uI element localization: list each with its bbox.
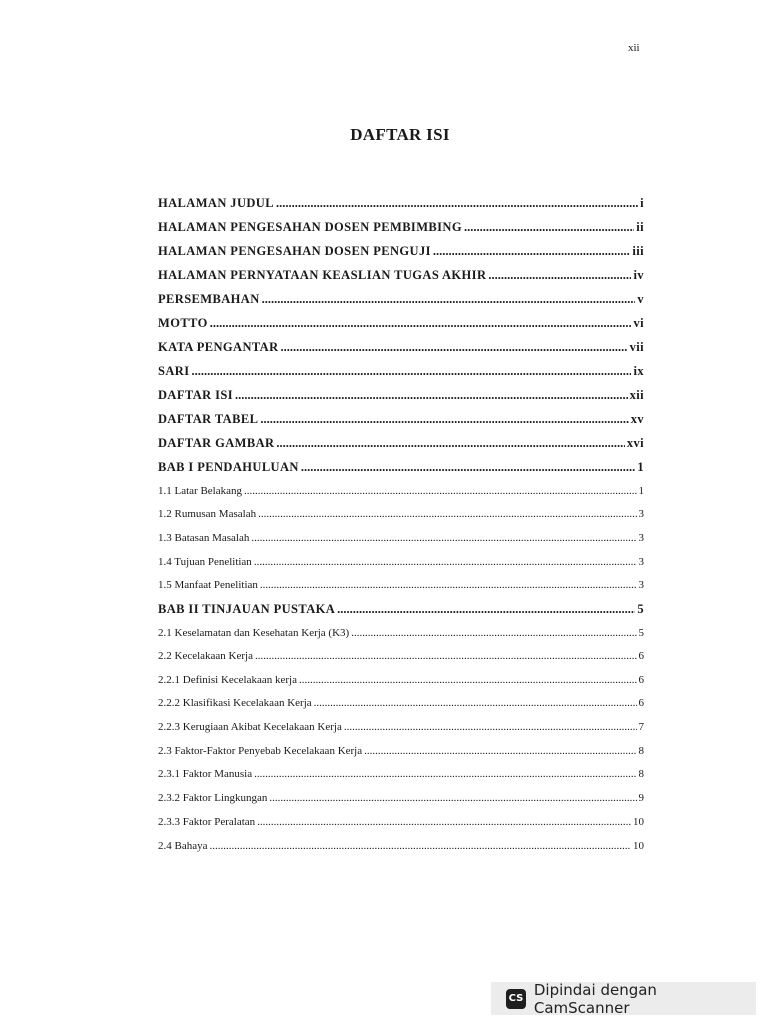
toc-entry-page: vii bbox=[629, 340, 644, 354]
toc-entry-page: ix bbox=[633, 364, 644, 378]
toc-entry-label: 2.2.3 Kerugiaan Akibat Kecelakaan Kerja bbox=[158, 721, 342, 733]
toc-entry bbox=[158, 388, 644, 403]
toc-dot-leader bbox=[210, 316, 632, 331]
toc-dot-leader bbox=[337, 602, 635, 617]
toc-dot-leader bbox=[344, 721, 637, 733]
toc-dot-leader bbox=[255, 650, 637, 662]
toc-dot-leader bbox=[251, 532, 636, 544]
toc-dot-leader bbox=[464, 220, 634, 235]
toc-entry bbox=[158, 816, 644, 828]
toc-entry-page: 3 bbox=[638, 508, 644, 520]
toc-entry-page: 10 bbox=[633, 816, 644, 828]
toc-entry-page: 1 bbox=[637, 460, 644, 474]
toc-dot-leader bbox=[258, 508, 636, 520]
toc-entry-page: 5 bbox=[638, 627, 644, 639]
toc-entry-label: HALAMAN PERNYATAAN KEASLIAN TUGAS AKHIR bbox=[158, 268, 487, 282]
toc-dot-leader bbox=[364, 745, 636, 757]
page-title: DAFTAR ISI bbox=[350, 125, 450, 144]
toc-dot-leader bbox=[433, 244, 630, 259]
toc-entry bbox=[158, 721, 644, 733]
toc-entry bbox=[158, 627, 644, 639]
toc-entry-label: DAFTAR GAMBAR bbox=[158, 436, 275, 450]
toc-entry-label: DAFTAR ISI bbox=[158, 388, 233, 402]
toc-entry bbox=[158, 292, 644, 307]
toc-entry-page: iv bbox=[633, 268, 644, 282]
toc-entry-label: 2.1 Keselamatan dan Kesehatan Kerja (K3) bbox=[158, 627, 350, 639]
toc-dot-leader bbox=[254, 556, 637, 568]
camscanner-logo-icon: CS bbox=[506, 989, 526, 1009]
toc-entry bbox=[158, 532, 644, 544]
toc-dot-leader bbox=[235, 388, 628, 403]
toc-entry-label: SARI bbox=[158, 364, 190, 378]
toc-entry-label: 2.2.1 Definisi Kecelakaan kerja bbox=[158, 674, 297, 686]
toc-dot-leader bbox=[191, 364, 631, 379]
toc-entry bbox=[158, 485, 644, 497]
toc-entry-label: BAB II TINJAUAN PUSTAKA bbox=[158, 602, 336, 616]
toc-dot-leader bbox=[299, 674, 637, 686]
toc-entry-label: 2.3.3 Faktor Peralatan bbox=[158, 816, 256, 828]
toc-entry-page: 8 bbox=[638, 768, 644, 780]
toc-entry bbox=[158, 768, 644, 780]
toc-entry-label: 2.3.1 Faktor Manusia bbox=[158, 768, 253, 780]
toc-entry-page: 1 bbox=[638, 485, 644, 497]
toc-entry bbox=[158, 840, 644, 852]
toc-entry-page: 7 bbox=[638, 721, 644, 733]
toc-entry-page: 5 bbox=[637, 602, 644, 616]
toc-entry bbox=[158, 436, 644, 451]
toc-entry-label: 2.2.2 Klasifikasi Kecelakaan Kerja bbox=[158, 697, 312, 709]
toc-entry-page: i bbox=[640, 196, 644, 210]
toc-entry-page: v bbox=[637, 292, 644, 306]
toc-entry-page: 8 bbox=[638, 745, 644, 757]
toc-entry bbox=[158, 412, 644, 427]
toc-entry-label: 1.3 Batasan Masalah bbox=[158, 532, 250, 544]
toc-entry bbox=[158, 364, 644, 379]
toc-dot-leader bbox=[488, 268, 631, 283]
toc-dot-leader bbox=[209, 840, 631, 852]
toc-dot-leader bbox=[257, 816, 631, 828]
toc-entry-page: vi bbox=[633, 316, 644, 330]
toc-entry-label: 2.3.2 Faktor Lingkungan bbox=[158, 792, 268, 804]
toc-entry bbox=[158, 340, 644, 355]
toc-dot-leader bbox=[260, 579, 637, 591]
toc-entry-label: PERSEMBAHAN bbox=[158, 292, 260, 306]
toc-entry bbox=[158, 745, 644, 757]
toc-entry bbox=[158, 316, 644, 331]
toc-entry-label: HALAMAN PENGESAHAN DOSEN PEMBIMBING bbox=[158, 220, 462, 234]
toc-entry bbox=[158, 460, 644, 475]
toc-entry-label: DAFTAR TABEL bbox=[158, 412, 259, 426]
toc-entry bbox=[158, 579, 644, 591]
toc-dot-leader bbox=[351, 627, 636, 639]
toc-entry-label: 2.2 Kecelakaan Kerja bbox=[158, 650, 253, 662]
toc-entry-label: 1.4 Tujuan Penelitian bbox=[158, 556, 252, 568]
toc-entry-label: MOTTO bbox=[158, 316, 208, 330]
toc-entry-page: xii bbox=[629, 388, 644, 402]
toc-dot-leader bbox=[276, 436, 624, 451]
toc-entry bbox=[158, 220, 644, 235]
toc-entry-page: 6 bbox=[638, 674, 644, 686]
toc-entry-label: HALAMAN JUDUL bbox=[158, 196, 274, 210]
toc-entry-page: 6 bbox=[638, 650, 644, 662]
toc-entry-page: 9 bbox=[638, 792, 644, 804]
toc-dot-leader bbox=[244, 485, 637, 497]
toc-entry bbox=[158, 650, 644, 662]
toc-entry-page: 3 bbox=[638, 556, 644, 568]
toc-entry bbox=[158, 792, 644, 804]
watermark-text: Dipindai dengan CamScanner bbox=[533, 980, 657, 1017]
toc-dot-leader bbox=[314, 697, 637, 709]
toc-dot-leader bbox=[260, 412, 628, 427]
toc-entry-label: HALAMAN PENGESAHAN DOSEN PENGUJI bbox=[158, 244, 431, 258]
toc-entry-label: 1.2 Rumusan Masalah bbox=[158, 508, 257, 520]
toc-entry-page: 3 bbox=[638, 532, 644, 544]
toc-entry-page: 3 bbox=[638, 579, 644, 591]
toc-entry-page: iii bbox=[632, 244, 644, 258]
toc-entry bbox=[158, 508, 644, 520]
toc-dot-leader bbox=[269, 792, 636, 804]
toc-entry bbox=[158, 602, 644, 617]
toc-entry-page: xvi bbox=[626, 436, 644, 450]
toc-entry bbox=[158, 674, 644, 686]
toc-entry bbox=[158, 556, 644, 568]
toc-entry-label: 2.4 Bahaya bbox=[158, 840, 208, 852]
toc-dot-leader bbox=[281, 340, 628, 355]
toc-entry-label: BAB I PENDAHULUAN bbox=[158, 460, 299, 474]
toc-entry-page: ii bbox=[636, 220, 644, 234]
toc-entry bbox=[158, 196, 644, 211]
toc-entry bbox=[158, 268, 644, 283]
toc-entry-page: xv bbox=[630, 412, 644, 426]
toc-dot-leader bbox=[262, 292, 636, 307]
toc-entry bbox=[158, 697, 644, 709]
toc-entry-label: 1.1 Latar Belakang bbox=[158, 485, 242, 497]
toc-dot-leader bbox=[301, 460, 636, 475]
toc-entry-label: 2.3 Faktor-Faktor Penyebab Kecelakaan Kerja bbox=[158, 745, 363, 757]
toc-dot-leader bbox=[276, 196, 638, 211]
toc-entry-page: 10 bbox=[633, 840, 644, 852]
toc-dot-leader bbox=[254, 768, 636, 780]
camscanner-watermark bbox=[491, 982, 756, 1015]
toc-entry-page: 6 bbox=[638, 697, 644, 709]
toc-entry bbox=[158, 244, 644, 259]
toc-entry-label: KATA PENGANTAR bbox=[158, 340, 279, 354]
toc-entry-label: 1.5 Manfaat Penelitian bbox=[158, 579, 258, 591]
page-number: xii bbox=[628, 42, 640, 54]
